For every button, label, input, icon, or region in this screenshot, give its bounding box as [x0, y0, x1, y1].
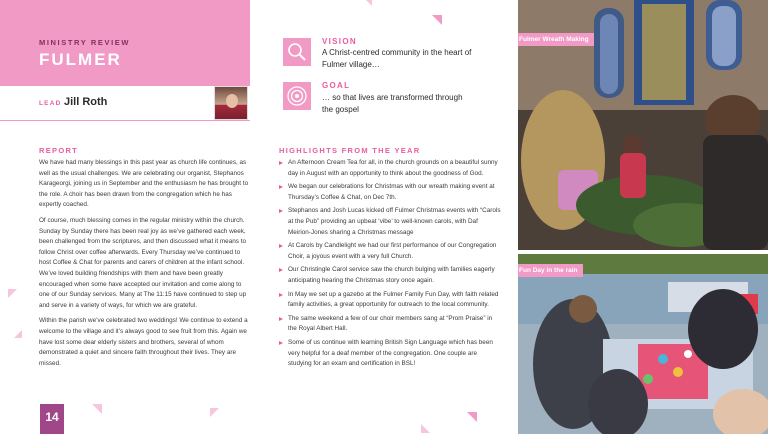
report-paragraph: Within the parish we’ve celebrated two weddings! We continue to extend a welcome to the village and it’s always good to see fruit from this. Again we have lost some dear elderly sisters and brothers, several of whom demonstrated a quiet and sincere faith throughout their lives. They are missed. — [39, 317, 248, 367]
list-item: An Afternoon Cream Tea for all, in the church grounds on a beautiful sunny day in August with an opportunity to think about the goodness of God. — [279, 158, 501, 179]
decorative-triangle — [14, 330, 22, 338]
section-kicker: MINISTRY REVIEW — [39, 38, 131, 47]
vision-title: VISION — [322, 37, 357, 46]
decorative-triangle — [421, 424, 430, 433]
decorative-triangle — [467, 412, 477, 422]
page-title: FULMER — [39, 50, 122, 69]
photo-caption: Fun Day in the rain — [518, 264, 583, 277]
target-icon — [283, 82, 311, 110]
triangle-bullet-icon — [279, 293, 283, 297]
triangle-bullet-icon — [279, 209, 283, 213]
list-item: Our Christingle Carol service saw the church bulging with families eagerly anticipating hearing the Christmas story once again. — [279, 265, 501, 286]
fun-day-photo — [518, 254, 768, 434]
report-heading: REPORT — [39, 146, 79, 155]
report-paragraph: Of course, much blessing comes in the regular ministry within the church. Sunday by Sunday there has been real joy as we’ve gathered each week, been challenged from the scriptures, and then discussed what it means to follow Christ over coffee afterwards. Every Thursday we’ve continued to host Coffee & Chat for parents and carers of children at the infant school. We’ve loved building friendships with them and have been greatly encouraged when some have accepted our invitation and come along to one of our Sunday services. Many at The 11:15 have continued to step up and serve in a variety of ways, for which we are grateful. — [39, 216, 247, 309]
decorative-triangle — [210, 408, 219, 417]
wreath-making-photo — [518, 0, 768, 250]
goal-text: … so that lives are transformed through the gospel — [322, 93, 463, 114]
triangle-bullet-icon — [279, 341, 283, 345]
lead-label: LEAD — [39, 100, 62, 107]
vision-text: A Christ-centred community in the heart of Fulmer village… — [322, 48, 472, 69]
divider — [0, 120, 250, 121]
photo-caption: Fulmer Wreath Making — [518, 33, 594, 46]
page-number: 14 — [40, 404, 64, 434]
decorative-triangle — [366, 0, 372, 6]
triangle-bullet-icon — [279, 317, 283, 321]
report-body — [39, 158, 253, 374]
report-paragraph: We have had many blessings in this past year as church life continues, as well as the usual challenges. We are celebrating our organist, Stephanos Karageorgi, joining us in September and the enthusiasm he has brought to the role. A choir has been drawn from the congregation which he has expertly coached. — [39, 159, 249, 209]
list-item: We began our celebrations for Christmas with our wreath making event at Thursday’s Coffee & Chat, on Dec 7th. — [279, 182, 501, 203]
triangle-bullet-icon — [279, 185, 283, 189]
list-item: Some of us continue with learning British Sign Language which has been very helpful for a deaf member of the congregation. One couple are studying for an exam and certification in BSL! — [279, 338, 501, 370]
goal-title: GOAL — [322, 81, 351, 90]
lead-row — [0, 86, 250, 120]
list-item: Stephanos and Josh Lucas kicked off Fulmer Christmas events with “Carols at the Pub” providing an upbeat ‘vibe’ to well-known carols, with Daf Meirion-Jones sharing a Christmas message — [279, 206, 501, 238]
decorative-triangle — [8, 289, 17, 298]
list-item: In May we set up a gazebo at the Fulmer Family Fun Day, with faith related family activities, a great opportunity for outreach to the local community. — [279, 290, 501, 311]
triangle-bullet-icon — [279, 244, 283, 248]
header-banner — [0, 0, 250, 86]
lead-name: Jill Roth — [64, 96, 108, 108]
decorative-triangle — [92, 404, 102, 414]
highlights-list — [279, 158, 501, 373]
list-item: The same weekend a few of our choir members sang at “Prom Praise” in the Royal Albert Hall. — [279, 314, 501, 335]
decorative-triangle — [432, 15, 442, 25]
triangle-bullet-icon — [279, 161, 283, 165]
list-item: At Carols by Candlelight we had our first performance of our Congregation Choir, a joyous event with a very full Church. — [279, 241, 501, 262]
magnifier-icon — [283, 38, 311, 66]
highlights-heading: HIGHLIGHTS FROM THE YEAR — [279, 146, 421, 155]
triangle-bullet-icon — [279, 268, 283, 272]
lead-portrait — [214, 86, 248, 120]
